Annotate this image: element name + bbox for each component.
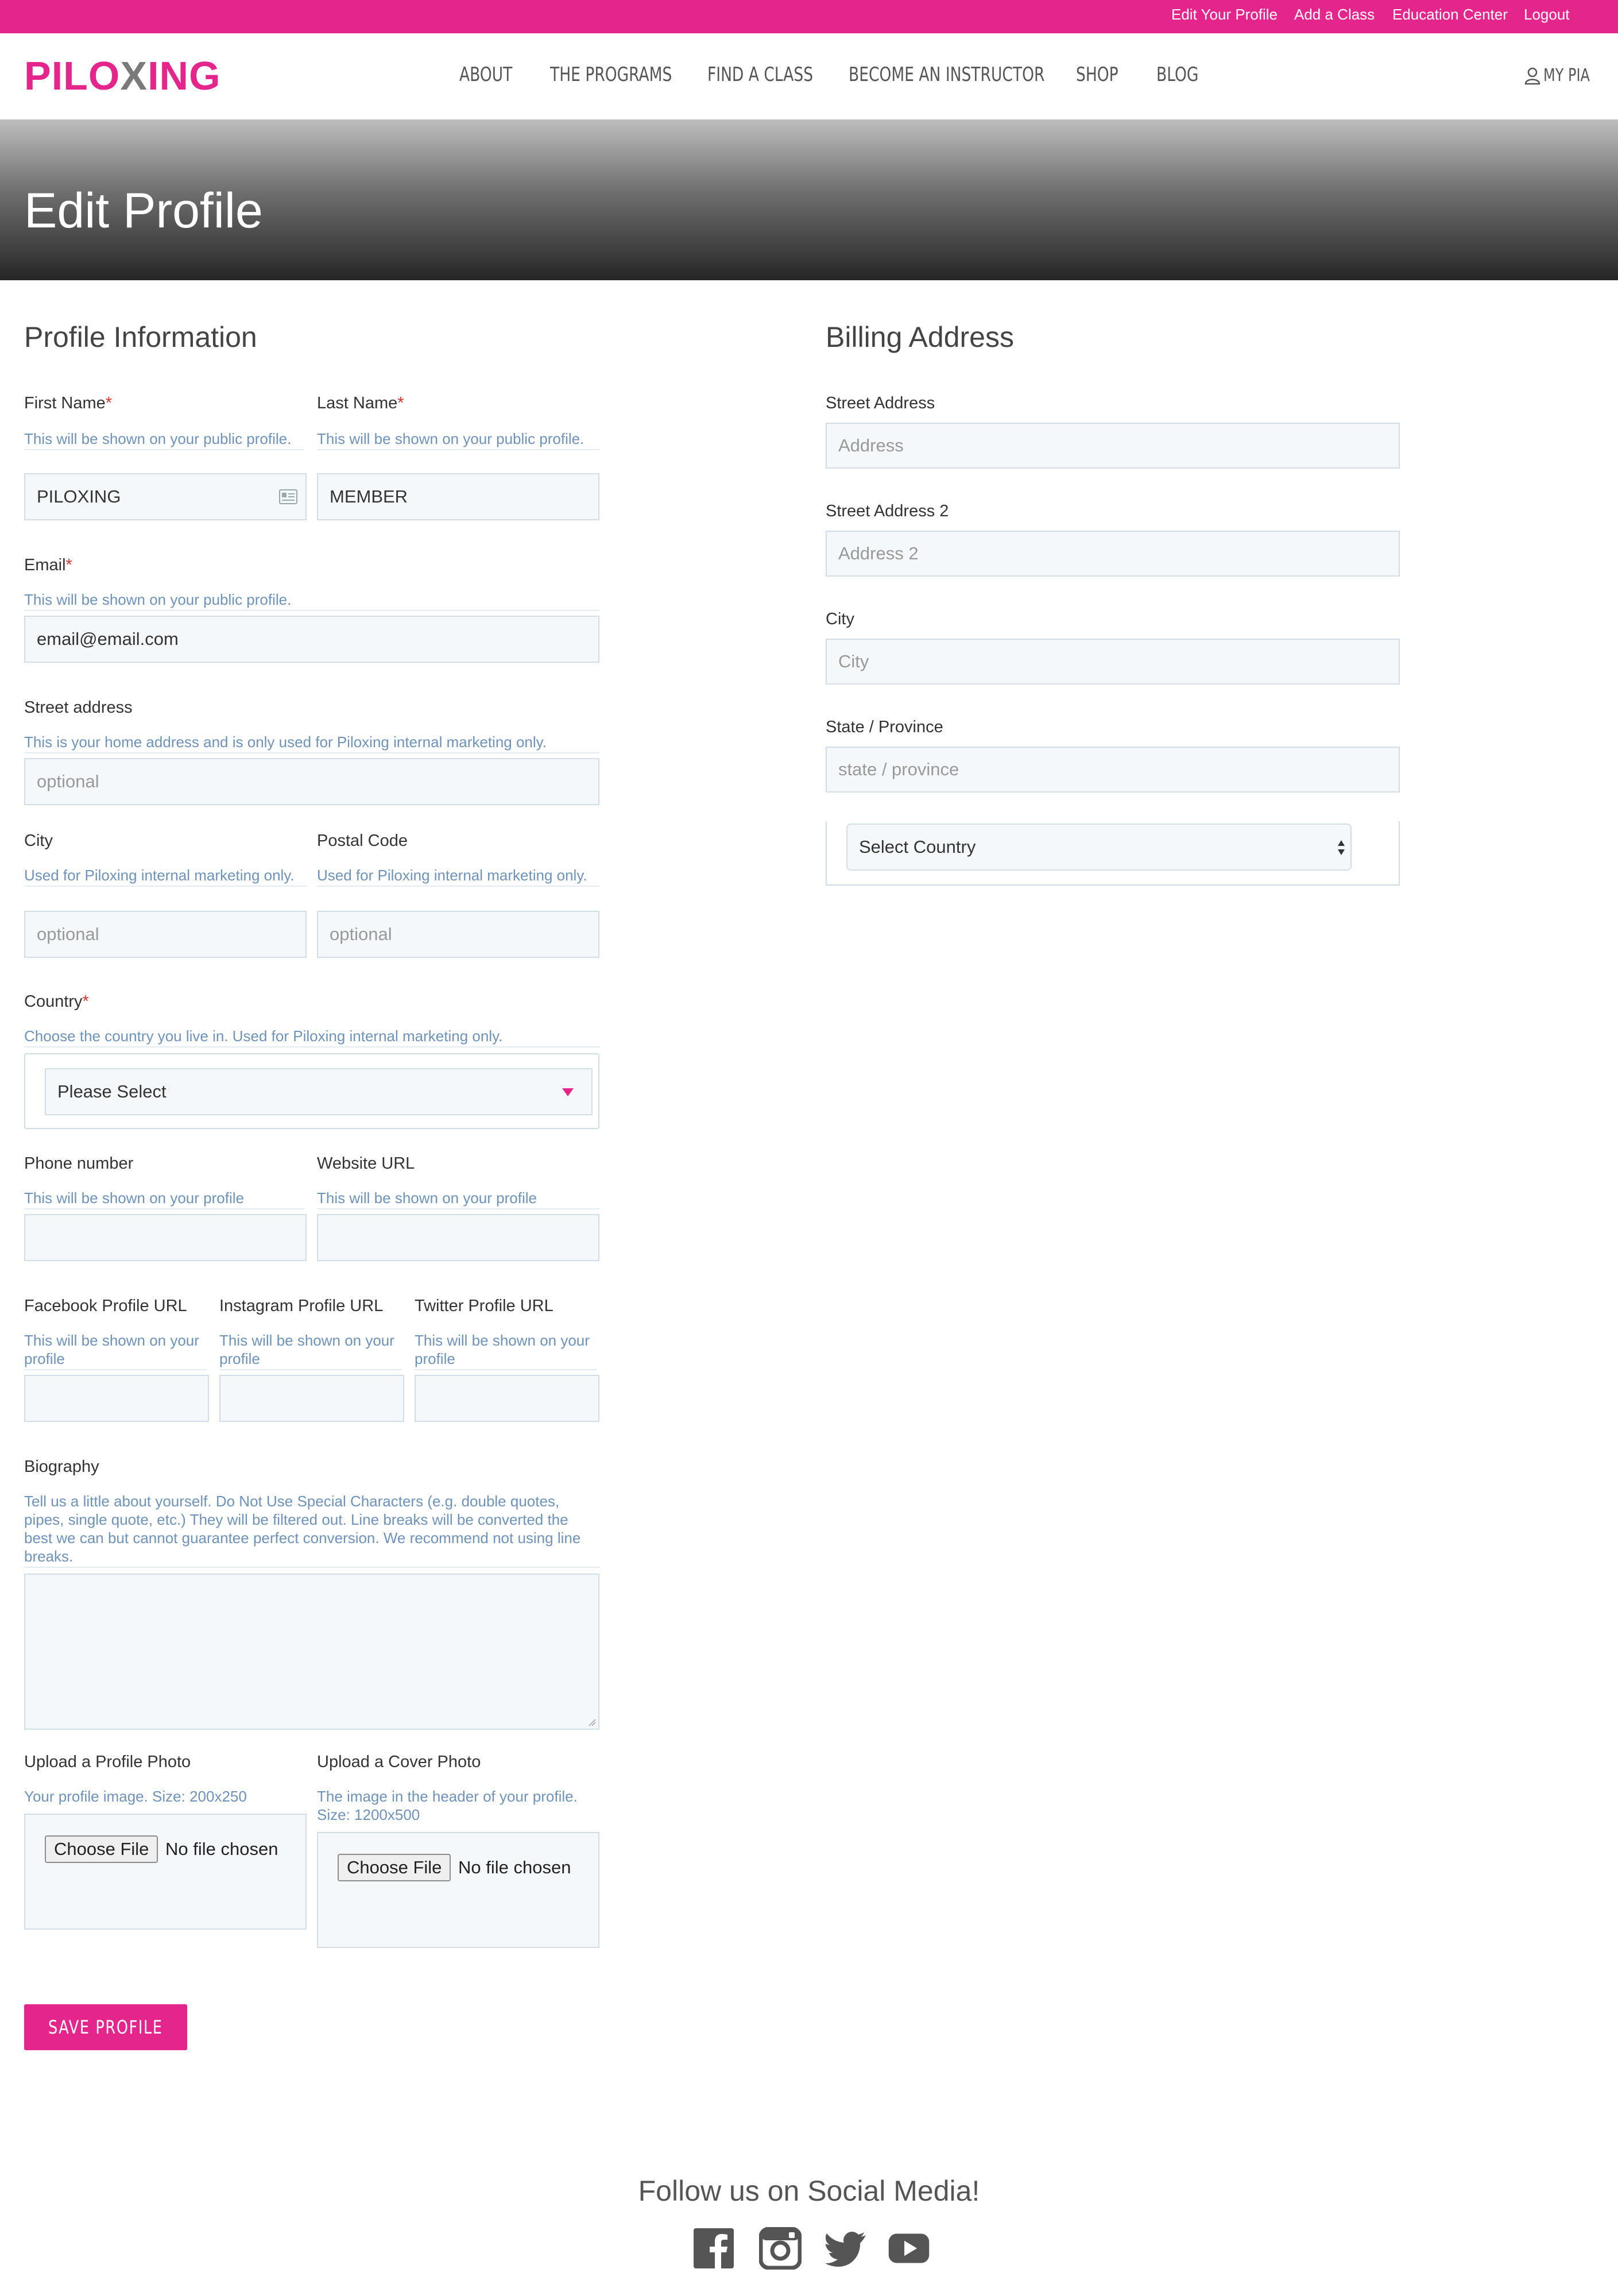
logo-text-b: X <box>120 53 148 98</box>
my-pia-link[interactable] <box>1524 65 1601 86</box>
billing-city-placeholder: City <box>838 651 869 671</box>
twitter-url-label: Twitter Profile URL <box>415 1297 553 1315</box>
website-hint: This will be shown on your profile <box>317 1189 599 1209</box>
email-label: Email* <box>24 556 72 574</box>
nav-about[interactable]: ABOUT <box>459 63 513 86</box>
street-address-hint: This is your home address and is only used for Piloxing internal marketing only. <box>24 733 599 753</box>
last-name-value: MEMBER <box>330 486 408 507</box>
logo-text-c: ING <box>148 53 221 98</box>
biography-hint: Tell us a little about yourself. Do Not Use Special Characters (e.g. double quotes, pipes, single quote, etc.) They will be filtered out. Line breaks will be converted the best we can but cannot guarantee perfect conversion. We recommend not using line breaks. <box>24 1492 599 1568</box>
nav-find-a-class[interactable]: FIND A CLASS <box>707 63 814 86</box>
twitter-icon[interactable] <box>825 2227 867 2270</box>
first-name-field[interactable] <box>24 473 307 520</box>
instagram-icon[interactable] <box>759 2227 802 2270</box>
cover-photo-upload <box>317 1832 599 1948</box>
postal-code-label: Postal Code <box>317 832 408 850</box>
nav-the-programs[interactable]: THE PROGRAMS <box>550 63 672 86</box>
page-title: Edit Profile <box>24 183 263 238</box>
caret-down-icon <box>562 1088 574 1097</box>
edit-profile-link[interactable]: Edit Your Profile <box>1171 6 1278 23</box>
cover-photo-choose-button[interactable]: Choose File <box>338 1854 451 1881</box>
last-name-label: Last Name* <box>317 394 404 412</box>
billing-country-value: Select Country <box>859 837 976 857</box>
billing-street-field[interactable] <box>826 423 1400 469</box>
nav-blog[interactable]: BLOG <box>1156 63 1199 86</box>
nav-become-an-instructor[interactable]: BECOME AN INSTRUCTOR <box>849 63 1045 86</box>
instagram-url-hint: This will be shown on your profile <box>219 1331 402 1370</box>
piloxing-logo[interactable] <box>24 53 221 99</box>
city-hint: Used for Piloxing internal marketing only. <box>24 866 307 887</box>
instagram-url-field[interactable] <box>219 1375 404 1422</box>
first-name-hint: This will be shown on your public profile. <box>24 430 304 450</box>
country-label: Country* <box>24 992 89 1011</box>
resize-handle-icon[interactable] <box>587 1717 596 1726</box>
twitter-url-hint: This will be shown on your profile <box>415 1331 597 1370</box>
billing-city-field[interactable] <box>826 639 1400 685</box>
billing-street2-label: Street Address 2 <box>826 502 949 520</box>
cover-photo-status: No file chosen <box>458 1857 571 1877</box>
postal-code-placeholder: optional <box>330 924 392 944</box>
billing-country-select[interactable] <box>846 824 1352 871</box>
email-value: email@email.com <box>37 629 179 649</box>
street-address-placeholder: optional <box>37 771 99 791</box>
save-profile-label: SAVE PROFILE <box>48 2016 163 2038</box>
website-label: Website URL <box>317 1154 415 1173</box>
city-label: City <box>24 832 53 850</box>
user-icon <box>1524 67 1541 85</box>
billing-city-label: City <box>826 610 854 628</box>
cover-photo-hint: The image in the header of your profile. Size: 1200x500 <box>317 1788 578 1823</box>
facebook-url-label: Facebook Profile URL <box>24 1297 187 1315</box>
website-field[interactable] <box>317 1214 599 1261</box>
first-name-label: First Name* <box>24 394 113 412</box>
biography-textarea[interactable] <box>24 1574 599 1730</box>
profile-photo-label: Upload a Profile Photo <box>24 1753 191 1771</box>
email-field[interactable] <box>24 616 599 663</box>
twitter-url-field[interactable] <box>415 1375 599 1422</box>
billing-street2-placeholder: Address 2 <box>838 543 919 563</box>
billing-state-placeholder: state / province <box>838 759 959 779</box>
phone-hint: This will be shown on your profile <box>24 1189 304 1209</box>
facebook-url-field[interactable] <box>24 1375 209 1422</box>
profile-photo-status: No file chosen <box>165 1839 278 1859</box>
profile-section-title: Profile Information <box>24 321 257 353</box>
contact-card-icon <box>279 489 297 504</box>
follow-us-heading: Follow us on Social Media! <box>638 2175 980 2207</box>
profile-photo-choose-button[interactable]: Choose File <box>45 1835 158 1863</box>
country-hint: Choose the country you live in. Used for Piloxing internal marketing only. <box>24 1027 599 1047</box>
city-placeholder: optional <box>37 924 99 944</box>
phone-field[interactable] <box>24 1214 307 1261</box>
postal-code-field[interactable] <box>317 911 599 958</box>
billing-street-label: Street Address <box>826 394 935 412</box>
biography-label: Biography <box>24 1458 99 1476</box>
page-hero <box>0 119 1618 280</box>
nav-shop[interactable]: SHOP <box>1076 63 1118 86</box>
facebook-icon[interactable] <box>692 2227 735 2270</box>
facebook-url-hint: This will be shown on your profile <box>24 1331 207 1370</box>
billing-state-label: State / Province <box>826 718 943 736</box>
billing-street2-field[interactable] <box>826 531 1400 577</box>
last-name-hint: This will be shown on your public profile. <box>317 430 599 450</box>
country-select-value: Please Select <box>57 1081 167 1101</box>
updown-arrows-icon <box>1337 838 1346 857</box>
save-profile-button[interactable] <box>24 2004 187 2050</box>
last-name-field[interactable] <box>317 473 599 520</box>
phone-label: Phone number <box>24 1154 134 1173</box>
country-select[interactable] <box>45 1068 593 1115</box>
youtube-icon[interactable] <box>888 2227 930 2270</box>
billing-street-placeholder: Address <box>838 435 904 455</box>
email-hint: This will be shown on your public profile. <box>24 590 599 611</box>
education-center-link[interactable]: Education Center <box>1392 6 1508 23</box>
city-field[interactable] <box>24 911 307 958</box>
add-class-link[interactable]: Add a Class <box>1294 6 1375 23</box>
billing-state-field[interactable] <box>826 747 1400 793</box>
profile-photo-hint: Your profile image. Size: 200x250 <box>24 1788 247 1805</box>
first-name-value: PILOXING <box>37 486 121 507</box>
postal-code-hint: Used for Piloxing internal marketing only. <box>317 866 599 887</box>
main-nav <box>0 33 1618 120</box>
logo-text-a: PILO <box>24 53 121 98</box>
cover-photo-label: Upload a Cover Photo <box>317 1753 481 1771</box>
street-address-label: Street address <box>24 698 133 717</box>
billing-section-title: Billing Address <box>826 321 1014 353</box>
street-address-field[interactable] <box>24 758 599 805</box>
logout-link[interactable]: Logout <box>1524 6 1570 23</box>
my-pia-label: MY PIA <box>1543 65 1590 86</box>
profile-photo-upload <box>24 1814 307 1930</box>
top-utility-bar <box>0 0 1618 33</box>
instagram-url-label: Instagram Profile URL <box>219 1297 384 1315</box>
